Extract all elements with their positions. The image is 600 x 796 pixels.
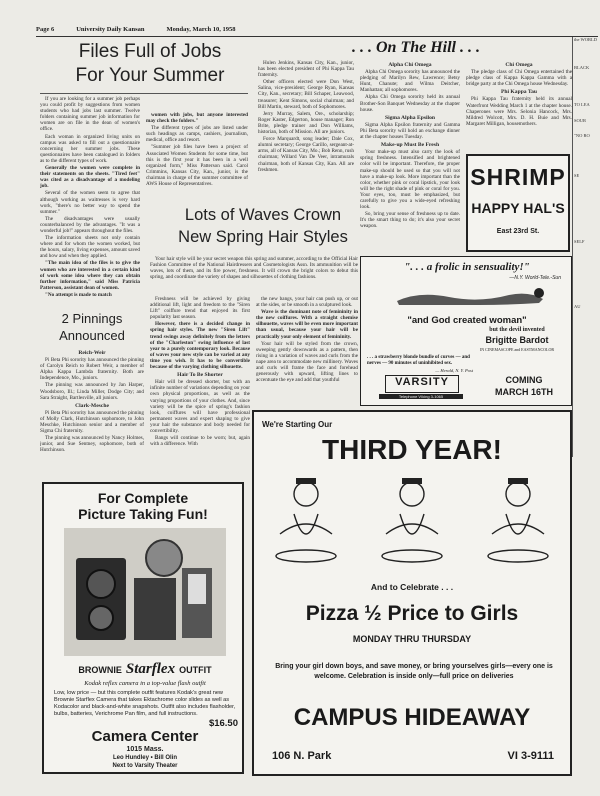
shrimp-text: SHRIMP	[470, 164, 566, 190]
camera-model-line	[50, 660, 240, 678]
movie-blurb: . . . a strawberry blonde bundle of curves — and nerves — 90 minutes of uninhibited sex.	[367, 355, 470, 366]
jobs-paragraph: The disadvantages were usually counterbalanced by the advantages. "It was a wonderful job!" appears throughout the files.	[40, 215, 140, 234]
varsity-logo-box	[385, 375, 459, 393]
coming-date: MARCH 16TH	[494, 387, 553, 397]
social-paragraph: The pledge class of Chi Omega entertained the pledge class of Kappa Kappa Gamma with a bridge party at the Chi Omega house Wednesday.	[466, 69, 572, 88]
social-column-1	[258, 60, 354, 292]
social-heading: Phi Kappa Tau	[500, 89, 538, 96]
jobs-rule	[40, 93, 248, 94]
waves-paragraph: Hair will be dressed shorter, but with an infinite number of variations depending on your own physical proportions, as well as the varying proportions of your clothes. And, since variety will be the spice of spring's fashion look, coiffures will have professional permanent waves and expert shaping to give your hair the substance and body needed for convertibility.	[150, 379, 250, 434]
strip-text: AU	[574, 304, 581, 310]
camera-headline-2: Picture Taking Fun!	[78, 506, 208, 522]
social-paragraph: Jerry Murray, Salem, Ore., scholarship; Roger Kaster, Edgerton, house manager; Ron Brite, pledge trainer and Don Williams, historian, both of Mission. All are juniors.	[258, 110, 354, 136]
varsity-name: VARSITY	[395, 376, 449, 388]
camera-description: Low, low price — but this complete outfit features Kodak's great new Brownie Starflex Camera that takes Ektachrome color slides as well as Kodacolor and black-and-white snapshots. Outfit also includes flasholder, bulbs, batteries, Verichrome Pan film, and full instructions.	[54, 690, 236, 717]
strip-text: BLACK	[574, 64, 590, 70]
waves-paragraph: Wave is the dominant note of femininity in the new coiffures. With a straight chemise silhouette, waves will be even more important than usual, because your hair will be practically your only element of femininity.	[256, 309, 358, 340]
hideaway-pizza-offer: Pizza ½ Price to Girls	[305, 602, 519, 625]
camera-headline-1: For Complete	[97, 490, 189, 506]
varsity-movie-ad	[360, 256, 572, 406]
jobs-headline-line1: Files Full of Jobs	[78, 41, 222, 62]
jobs-paragraph: "No attempt is made to match	[45, 291, 112, 298]
strip-text: "NO RO	[574, 133, 590, 139]
jobs-paragraph: Several of the women seem to agree that although working as waitresses is very hard work, "there's no better way to spend the summer."	[40, 190, 140, 215]
brownie-camera-image	[64, 528, 226, 656]
pinning-text: The pinning was announced by Jan Harper, Woodsboro, Ill.; Linda Miller, Dodge City; and Sara Straight, Bartlesville, all juniors.	[40, 382, 144, 401]
hideaway-details: Bring your girl down boys, and save money, or bring yourselves girls—every one is welcome. Celebration is inside only—full price on deliveries	[275, 663, 553, 680]
social-column-2	[360, 60, 460, 256]
movie-quote: ". . . a frolic in sensuality!"	[404, 261, 530, 273]
store-name: Camera Center	[91, 728, 199, 745]
strip-text: SOUR	[574, 117, 587, 123]
hideaway-phone: VI 3-9111	[507, 750, 554, 762]
waves-paragraph: Your hair style will be your secret weapon this spring and summer, according to the Official Hair Fashion Committee of the National Hairdressers and Cosmetologists Assn. Its ammunition will be waves, lots of them, and its fire power, freshness. It will crown the bright colors to debut this spring, and coordinate the variety of shapes and silhouettes of clothing fashions.	[150, 256, 358, 281]
issue-date: Monday, March 10, 1958	[166, 26, 236, 33]
adjacent-page-strip	[574, 37, 600, 457]
store-address: 1015 Mass.	[126, 746, 164, 753]
pinning-text: The pinning was announced by Nancy Holmes, junior, and Sue Sentney, sophomore, both of Hutchinson.	[40, 435, 144, 454]
pinnings-headline-line1: 2 Pinnings	[61, 311, 123, 326]
waves-subheading: Hair To Be Shorter	[177, 372, 223, 379]
pinning-heading: Reich-Weir	[78, 350, 106, 356]
social-paragraph: Other officers elected were Don West, Salina, vice-president; George Ryan, Kansas City, Kan., secretary; Bill Schaper, Leawood, treasurer; Kent Simons, social chairman; and Bill Martin, steward, both of Sophomores.	[258, 79, 354, 110]
social-paragraph: Phi Kappa Tau fraternity held its annual Waterfront Wedding March 1 at the chapter house. Chaperones were Mrs. Selonia Hancock, Mrs. Mildred Wolcott, Mrs. D. H. Buie and Mrs. Margaret Milligan, housemothers.	[466, 96, 572, 127]
jobs-headline-line2: For Your Summer	[75, 65, 225, 86]
pinning-text: Pi Beta Phi sorority has announced the pinning of Carolyn Reich to Robert Weir, a member of Alpha Kappa Lambda fraternity. Both are Independence, Mo., juniors.	[40, 357, 144, 382]
hideaway-celebrate: And to Celebrate . . .	[370, 582, 454, 592]
hideaway-name: CAMPUS HIDEAWAY	[293, 704, 531, 731]
movie-quote-source: —N.Y. World-Tele.-Sun	[509, 275, 561, 281]
social-column-3	[466, 60, 572, 152]
jobs-paragraph: Generally the women were complete in their statements on the sheets. "Tired feet" was cited as a disadvantage of a modeling job.	[40, 165, 140, 190]
social-paragraph: Force Marquardt, song leader; Dale Cox, alumni secretary; George Carillo, sergeant-at-arms, all of Kansas City, Mo.; Bob Renn, rush chairman; Willard Van De Veer, intramurals chairman, both of Kansas City, Kan. All are freshmen.	[258, 136, 354, 173]
movie-blurb-source: — Herald, N. Y. Post	[435, 368, 473, 373]
camera-model: Starflex	[125, 661, 176, 677]
jobs-paragraph: If you are looking for a summer job perhaps you could profit by suggestions from women students who had jobs last summer. Twelve folders containing summer job information for women are on file in the dean of women's office.	[40, 96, 140, 133]
strip-text: TO LEA	[574, 102, 590, 108]
masthead	[36, 26, 556, 35]
hideaway-offer-days: MONDAY THRU THURSDAY	[352, 634, 472, 644]
social-heading: Make-up Must Be Fresh	[380, 142, 440, 149]
camera-price: $16.50	[208, 718, 238, 729]
masthead-rule	[36, 36, 598, 37]
reclining-woman-illustration	[389, 283, 549, 307]
jobs-headline	[44, 40, 256, 92]
movie-title: "and God created woman"	[407, 315, 527, 326]
waves-paragraph: However, there is a decided change in spring hair styles. The new "Siren Lift" trend swings away definitely from the letters of the "Charleston" swing influence of last year to a purely contemporary look. Because of waves your new style can be varied at any time you wish. It has to be convertible because of the varying clothing silhouette.	[150, 321, 250, 371]
pinnings-headline-line2: Announced	[59, 328, 125, 343]
social-paragraph: Your make-up must also carry the look of spring freshness. Intensified and brightened color will be important. Therefore, the proper make-up should be used so that you will not have a make-up look. More important than the color, whether pink or coral lipstick, your look will be the right shade of pink or coral for you. Your eyes, too, must be emphasized, but carefully to give you a wide-eyed refreshing look.	[360, 149, 460, 211]
coming-label: COMING	[505, 375, 543, 385]
social-paragraph: Sigma Alpha Epsilon fraternity and Gamma Phi Beta sorority will hold an exchange dinner at the chapter houses Tuesday.	[360, 121, 460, 141]
hideaway-intro: We're Starting Our	[262, 420, 333, 429]
pinning-text: Pi Beta Phi sorority has announced the pinning of Molly Clark, Hutchinson sophomore, to John Meschke, Hutchinson senior and a member of Sigma Chi fraternity.	[40, 409, 144, 435]
camera-center-ad	[42, 482, 244, 774]
strip-text: the WORLD	[574, 37, 598, 42]
hideaway-address: 106 N. Park	[272, 750, 332, 762]
pinnings-headline	[40, 310, 144, 344]
jobs-paragraph: "The main idea of the files is to give the women who are interested in a certain kind of work some idea where they can obtain further information," said Miss Patricia Patterson, assistant dean of women.	[40, 260, 140, 291]
jobs-column-1	[40, 96, 140, 304]
social-heading: Chi Omega	[505, 62, 533, 68]
movie-star: Brigitte Bardot	[485, 335, 549, 345]
strip-text: SELF	[574, 238, 585, 244]
camera-outfit: OUTFIT	[179, 665, 212, 675]
jobs-paragraph: Each woman in organized living units on campus was asked to fill out a questionnaire concerning her summer jobs. These questionnaires have been catalogued in folders as to the different types of work.	[40, 133, 140, 164]
camera-subtitle: Kodak reflex camera in a top-value flash outfit	[84, 680, 206, 687]
social-paragraph: Alpha Chi Omega sorority has announced the pledging of Marilyn Rew, Lawrence; Betsy Hunt, Chanute; and Wilma Deitcher, Manhattan; all sophomores.	[360, 69, 460, 94]
waves-headline-line2: New Spring Hair Styles	[178, 228, 348, 246]
waves-headline-line1: Lots of Waves Crown	[184, 206, 342, 224]
waves-paragraph: Your hair will be styled from the crown, sweeping gently downwards as a pattern, then rising in a variation of waves and curls from the nape area to accommodate new millinery. Waves and curls will frame the face and forehead generously with upward, lifting lines to accentuate the eye and add that youthful	[256, 340, 358, 384]
campus-hideaway-ad	[252, 410, 572, 776]
paper-name: University Daily Kansan	[76, 26, 145, 33]
jobs-column-2	[146, 112, 248, 194]
social-title: . . . On The Hill . . .	[351, 39, 480, 56]
pinnings-body	[40, 348, 144, 476]
social-heading: Sigma Alpha Epsilon	[384, 114, 436, 121]
social-paragraph: Alpha Chi Omega sorority held its annual Brother-Son Banquet Wednesday at the chapter house.	[360, 94, 460, 113]
store-location-note: Next to Varsity Theater	[112, 763, 178, 769]
jobs-paragraph: "Summer job files have been a project of Associated Women Students for some time, but this is the first year it has been in a well organized form," Miss Patterson said. Carol Crimmins, Kansas City, Kan., junior, is the chairman in charge of the summer committee of AWS House of Representatives.	[146, 144, 248, 188]
social-paragraph: Hulen Jenkins, Kansas City, Kan., junior, has been elected president of Phi Kappa Tau fraternity.	[258, 60, 354, 79]
waves-paragraph: the new bangs, your hair can push up, or out at the sides, or be smooth in a sculptured look.	[256, 296, 358, 309]
social-paragraph: So, bring your sense of freshness up to date. It's the smart thing to do; it's also your secret weapon.	[360, 211, 460, 230]
strip-text: SE	[574, 172, 580, 178]
camera-brand: BROWNIE	[78, 665, 122, 675]
pinning-heading: Clark-Mesche	[75, 402, 109, 409]
varsity-phone: Telephone VIking 3-1065	[379, 394, 463, 399]
page-edge-rule	[572, 37, 573, 457]
jobs-paragraph: The different types of jobs are listed under such headings as camps, cashiers, journalism, medical, office and resort.	[146, 125, 248, 144]
waves-column-2	[256, 296, 358, 410]
jobs-paragraph: women with jobs, but anyone interested may check the folders."	[146, 112, 248, 125]
waves-paragraph: Bangs will continue to be worn; but, again with a difference. With	[150, 435, 250, 448]
store-staff: Leo Hundley • Bill Olin	[112, 755, 178, 761]
jobs-paragraph: The information sheets not only contain where and for whom the women worked, but the hours, salary, living expenses, amount saved and how and when they applied.	[40, 235, 140, 260]
hideaway-third-year: THIRD YEAR!	[322, 434, 502, 465]
pizza-chef-illustrations	[266, 474, 562, 564]
waves-column-1	[150, 296, 250, 476]
movie-subtitle: but the devil invented	[489, 327, 545, 333]
happy-hals-address: East 23rd St.	[496, 228, 540, 235]
happy-hals-ad	[466, 154, 570, 252]
social-heading: Alpha Chi Omega	[388, 62, 432, 68]
movie-format: IN CINEMASCOPE and EASTMANCOLOR	[479, 347, 555, 352]
waves-paragraph: Freshness will be achieved by giving additional lift, light and freedom to the "Siren Lift" coiffure trend that enjoyed its first popularity last season.	[150, 296, 250, 321]
page-number: Page 6	[36, 26, 55, 33]
happy-hals-name: HAPPY HAL'S	[471, 200, 565, 216]
